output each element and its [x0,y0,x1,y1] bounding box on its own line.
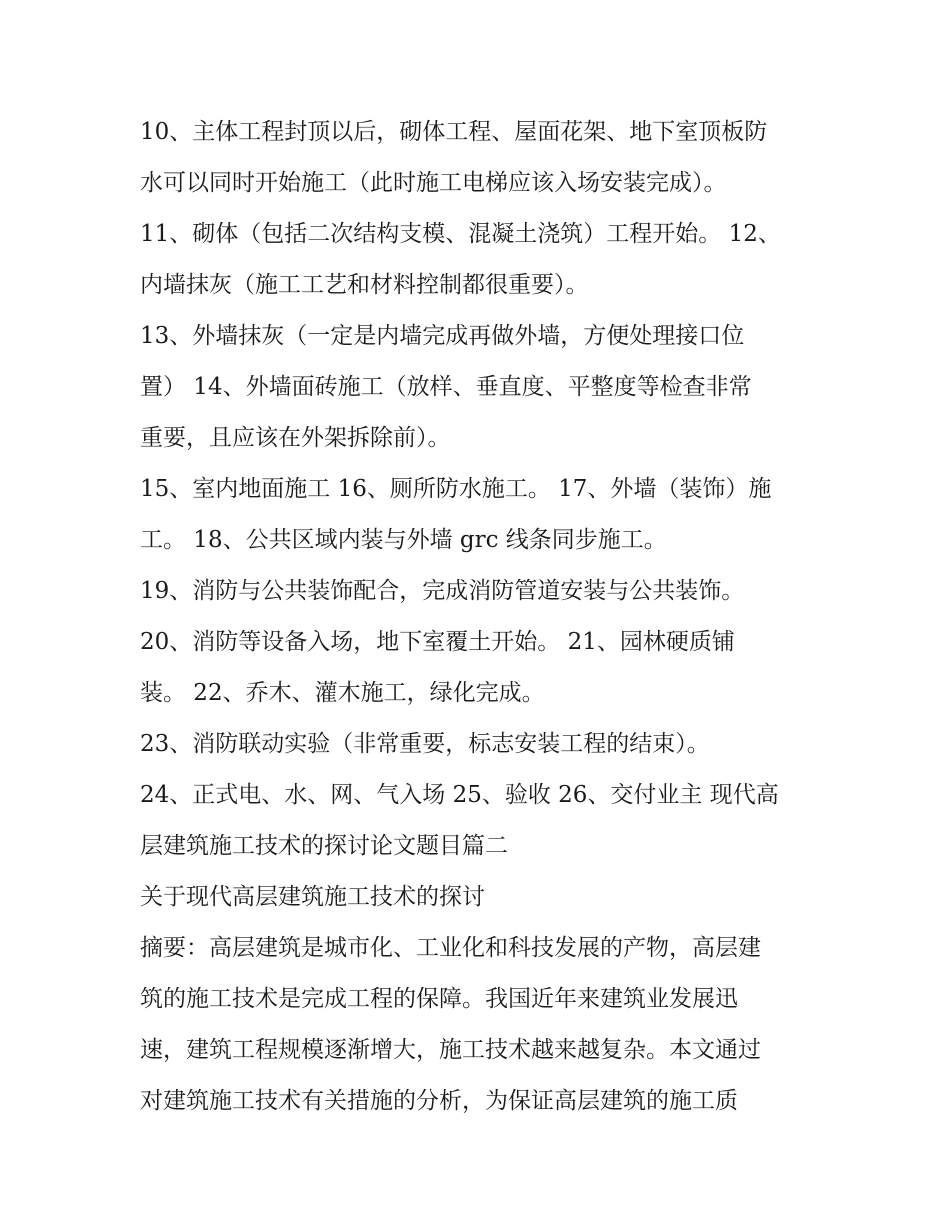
text-line: 11、砌体（包括二次结构支模、混凝土浇筑）工程开始。 12、 [140,221,781,247]
abstract-line: 速，建筑工程规模逐渐增大，施工技术越来越复杂。本文通过 [140,1037,761,1063]
text-line: 19、消防与公共装饰配合，完成消防管道安装与公共装饰。 [140,578,745,604]
text-line: 内墙抹灰（施工工艺和材料控制都很重要）。 [140,272,589,298]
text-line: 层建筑施工技术的探讨论文题目篇二 [140,833,508,859]
abstract-line: 筑的施工技术是完成工程的保障。我国近年来建筑业发展迅 [140,986,738,1012]
abstract-line: 摘要：高层建筑是城市化、工业化和科技发展的产物，高层建 [140,935,761,961]
text-line: 重要，且应该在外架拆除前）。 [140,425,451,451]
text-line: 装。 22、乔木、灌木施工，绿化完成。 [140,680,545,706]
document-body [140,107,820,1127]
text-line: 水可以同时开始施工（此时施工电梯应该入场安装完成）。 [140,170,727,196]
text-line: 10、主体工程封顶以后，砌体工程、屋面花架、地下室顶板防 [140,119,768,145]
text-line: 23、消防联动实验（非常重要，标志安装工程的结束）。 [140,731,710,757]
abstract-line: 对建筑施工技术有关措施的分析，为保证高层建筑的施工质 [140,1088,738,1114]
section-title: 关于现代高层建筑施工技术的探讨 [140,884,485,910]
text-line: 置） 14、外墙面砖施工（放样、垂直度、平整度等检查非常 [140,374,752,400]
text-line: 24、正式电、水、网、气入场 25、验收 26、交付业主 现代高 [140,782,779,808]
text-line: 20、消防等设备入场，地下室覆土开始。 21、园林硬质铺 [140,629,735,655]
text-line: 工。 18、公共区域内装与外墙 grc 线条同步施工。 [140,527,667,553]
text-line: 15、室内地面施工 16、厕所防水施工。 17、外墙（装饰）施 [140,476,772,502]
text-line: 13、外墙抹灰（一定是内墙完成再做外墙，方便处理接口位 [140,323,745,349]
